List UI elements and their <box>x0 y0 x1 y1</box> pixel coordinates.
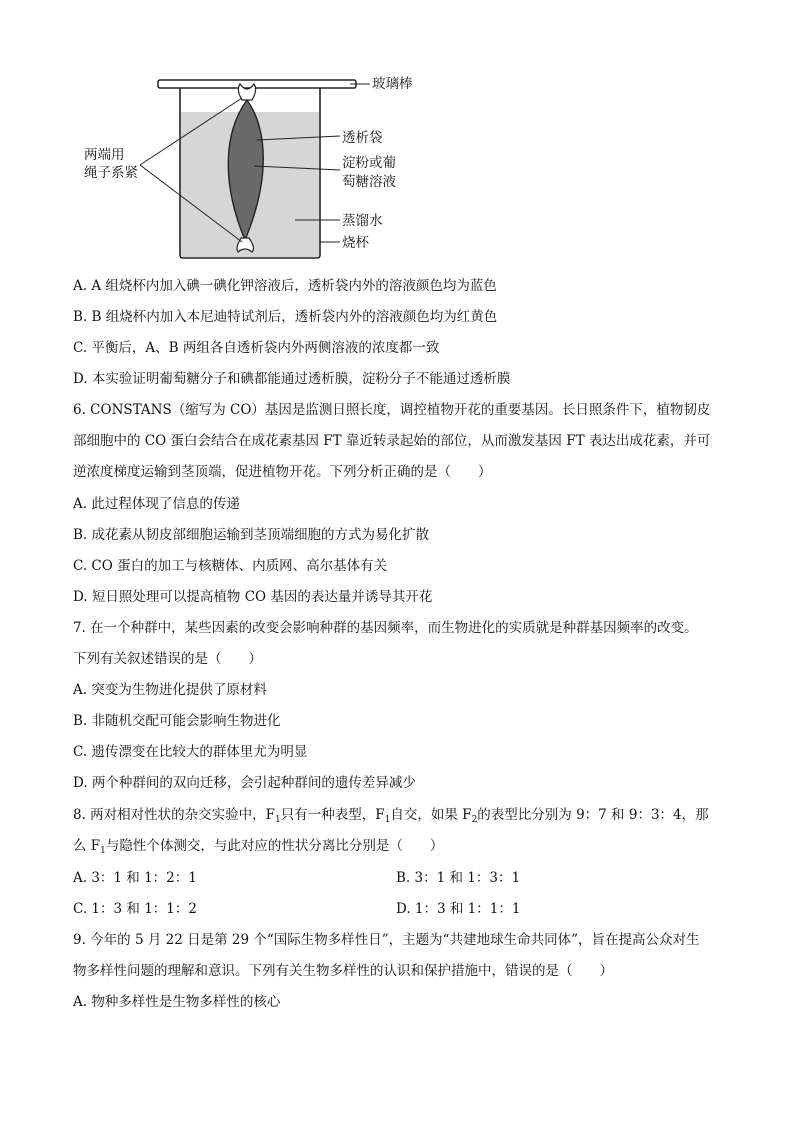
q8-text: 8. 两对相对性状的杂交实验中，F <box>73 807 276 823</box>
q8-text: 与隐性个体测交，与此对应的性状分离比分别是（ ） <box>105 838 444 854</box>
q5-option-b: B. B 组烧杯内加入本尼迪特试剂后，透析袋内外的溶液颜色均为红黄色 <box>73 309 498 325</box>
diagram-svg <box>70 70 430 270</box>
q6-stem-line2: 部细胞中的 CO 蛋白会结合在成花素基因 FT 靠近转录起始的部位，从而激发基因 FT 表达出成花素，并可 <box>73 433 711 449</box>
label-solution-line2: 萄糖溶液 <box>342 174 396 190</box>
q8-stem-line2 <box>73 836 443 856</box>
label-beaker: 烧杯 <box>342 235 369 251</box>
q6-option-d: D. 短日照处理可以提高植物 CO 基因的表达量并诱导其开花 <box>73 589 433 605</box>
q9-stem-line2: 物多样性问题的理解和意识。下列有关生物多样性的认识和保护措施中，错误的是（ ） <box>73 963 613 979</box>
label-tie-line1: 两端用 <box>84 147 125 163</box>
q8-option-d: D. 1：3 和 1：1：1 <box>396 901 521 917</box>
q8-text: 只有一种表型，F <box>280 807 385 823</box>
q5-option-a: A. A 组烧杯内加入碘一碘化钾溶液后，透析袋内外的溶液颜色均为蓝色 <box>73 278 497 294</box>
q8-subscript: 1 <box>275 815 281 825</box>
q7-option-d: D. 两个种群间的双向迁移，会引起种群间的遗传差异减少 <box>73 775 416 791</box>
label-glass-rod: 玻璃棒 <box>372 76 413 92</box>
q8-text: 的表型比分别为 9：7 和 9：3：4，那 <box>477 807 709 823</box>
q6-option-c: C. CO 蛋白的加工与核糖体、内质网、高尔基体有关 <box>73 558 388 574</box>
q6-option-a: A. 此过程体现了信息的传递 <box>73 496 240 512</box>
dialysis-bag-diagram <box>70 70 430 270</box>
q8-subscript: 2 <box>471 815 478 825</box>
q5-option-d: D. 本实验证明葡萄糖分子和碘都能通过透析膜，淀粉分子不能通过透析膜 <box>73 371 511 387</box>
q8-option-c: C. 1：3 和 1：1：2 <box>73 901 197 917</box>
label-tie-line2: 绳子系紧 <box>84 165 138 181</box>
label-dialysis-bag: 透析袋 <box>342 130 383 146</box>
glass-rod <box>158 80 356 88</box>
q6-stem-line1: 6. CONSTANS（缩写为 CO）基因是监测日照长度，调控植物开花的重要基因。长日照条件下，植物韧皮 <box>73 402 711 418</box>
q8-text: 么 F <box>73 838 101 854</box>
q8-option-b: B. 3：1 和 1：3：1 <box>396 870 521 886</box>
q9-stem-line1: 9. 今年的 5 月 22 日是第 29 个“国际生物多样性日”，主题为“共建地球生命共同体”，旨在提高公众对生 <box>73 932 700 948</box>
q8-subscript: 1 <box>384 815 391 825</box>
label-distilled-water: 蒸馏水 <box>342 213 383 229</box>
q7-option-c: C. 遗传漂变在比较大的群体里尤为明显 <box>73 744 308 760</box>
q7-stem-line2: 下列有关叙述错误的是（ ） <box>73 651 262 667</box>
q8-stem-line1 <box>73 805 709 825</box>
q8-subscript: 1 <box>100 846 106 856</box>
q7-option-b: B. 非随机交配可能会影响生物进化 <box>73 713 281 729</box>
q6-stem-line3: 逆浓度梯度运输到茎顶端，促进植物开花。下列分析正确的是（ ） <box>73 464 492 480</box>
q5-option-c: C. 平衡后，A、B 两组各自透析袋内外两侧溶液的浓度都一致 <box>73 340 440 356</box>
q7-option-a: A. 突变为生物进化提供了原材料 <box>73 682 267 698</box>
q8-option-a: A. 3：1 和 1：2：1 <box>73 870 197 886</box>
q7-stem-line1: 7. 在一个种群中，某些因素的改变会影响种群的基因频率，而生物进化的实质就是种群基因频率的改变。 <box>73 620 698 636</box>
label-solution-line1: 淀粉或葡 <box>342 155 396 171</box>
q8-text: 自交，如果 F <box>390 807 472 823</box>
q9-option-a: A. 物种多样性是生物多样性的核心 <box>73 994 281 1010</box>
q6-option-b: B. 成花素从韧皮部细胞运输到茎顶端细胞的方式为易化扩散 <box>73 527 430 543</box>
